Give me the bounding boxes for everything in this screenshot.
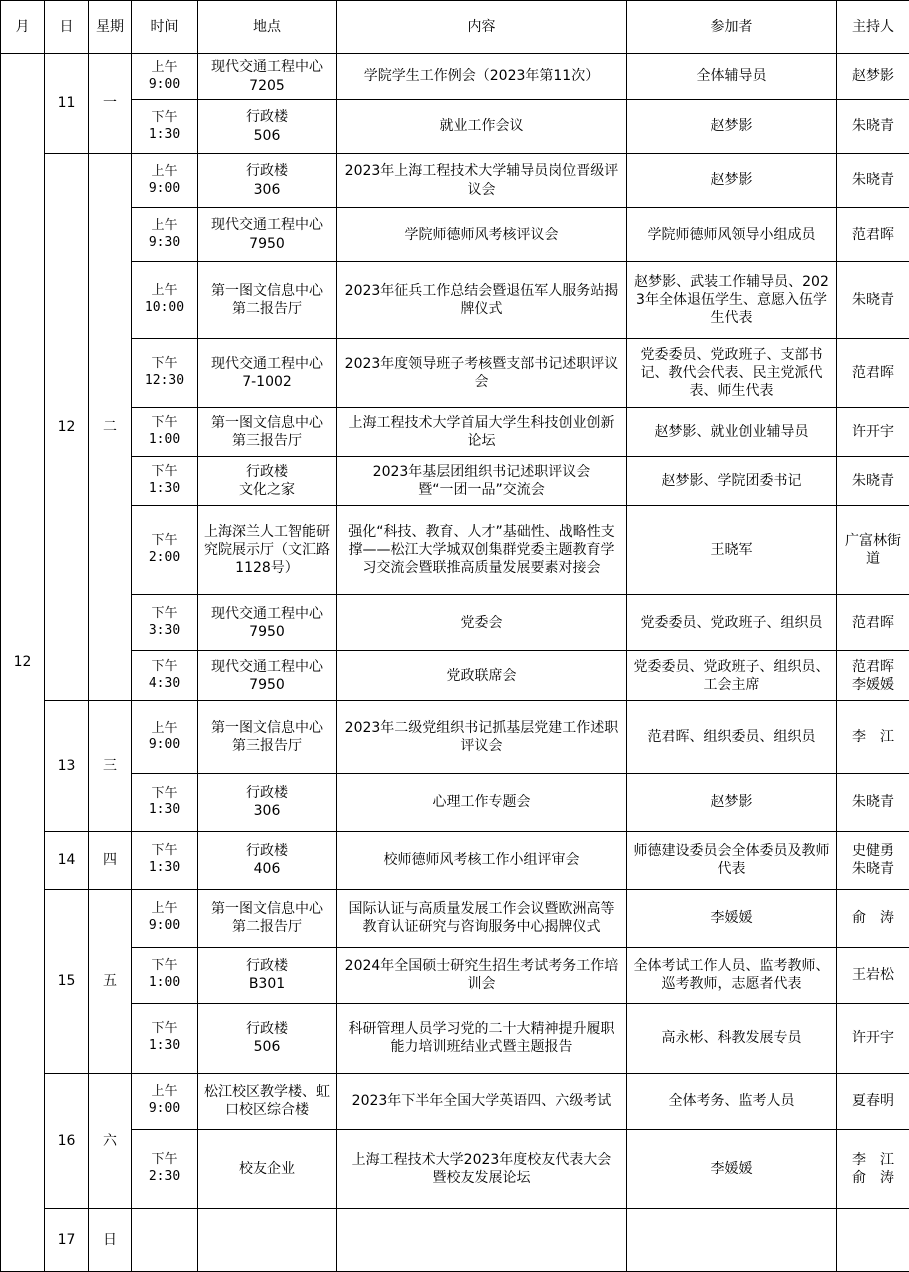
table-row bbox=[1, 208, 909, 262]
event-participants: 赵梦影 bbox=[627, 154, 837, 208]
event-host: 范君晖 李媛媛 bbox=[837, 651, 909, 701]
event-host: 李 江 bbox=[837, 701, 909, 774]
event-time: 下午 2:00 bbox=[132, 506, 198, 595]
event-time: 上午 9:00 bbox=[132, 889, 198, 947]
weekday-cell: 三 bbox=[89, 701, 132, 831]
event-host: 夏春明 bbox=[837, 1073, 909, 1129]
event-content: 校师德师风考核工作小组评审会 bbox=[337, 831, 627, 889]
table-row bbox=[1, 100, 909, 154]
event-host: 广富林街道 bbox=[837, 506, 909, 595]
table-row bbox=[1, 54, 909, 100]
event-location: 行政楼 文化之家 bbox=[198, 457, 337, 506]
event-participants: 赵梦影、学院团委书记 bbox=[627, 457, 837, 506]
event-participants: 赵梦影、武装工作辅导员、2023年全体退伍学生、意愿入伍学生代表 bbox=[627, 262, 837, 339]
table-row bbox=[1, 889, 909, 947]
event-host: 李 江 俞 涛 bbox=[837, 1129, 909, 1208]
event-time: 下午 3:30 bbox=[132, 595, 198, 651]
event-participants: 赵梦影 bbox=[627, 774, 837, 831]
event-time: 下午 1:30 bbox=[132, 774, 198, 831]
table-row bbox=[1, 339, 909, 408]
event-location: 现代交通工程中心 7205 bbox=[198, 54, 337, 100]
month-cell: 12 bbox=[1, 54, 45, 1272]
event-host: 范君晖 bbox=[837, 208, 909, 262]
day-cell: 16 bbox=[45, 1073, 89, 1208]
header-content: 内容 bbox=[337, 1, 627, 54]
event-host: 朱晓青 bbox=[837, 457, 909, 506]
event-content: 国际认证与高质量发展工作会议暨欧洲高等教育认证研究与咨询服务中心揭牌仪式 bbox=[337, 889, 627, 947]
event-host: 范君晖 bbox=[837, 595, 909, 651]
table-row bbox=[1, 701, 909, 774]
header-location: 地点 bbox=[198, 1, 337, 54]
event-content: 2023年度领导班子考核暨支部书记述职评议会 bbox=[337, 339, 627, 408]
event-host: 赵梦影 bbox=[837, 54, 909, 100]
weekday-cell: 五 bbox=[89, 889, 132, 1073]
day-cell: 15 bbox=[45, 889, 89, 1073]
event-participants: 党委委员、党政班子、组织员 bbox=[627, 595, 837, 651]
event-time: 下午 1:30 bbox=[132, 1003, 198, 1073]
event-participants: 李媛媛 bbox=[627, 889, 837, 947]
event-time: 上午 9:30 bbox=[132, 208, 198, 262]
event-host: 许开宇 bbox=[837, 408, 909, 457]
table-row bbox=[1, 947, 909, 1003]
event-content: 2023年下半年全国大学英语四、六级考试 bbox=[337, 1073, 627, 1129]
table-row bbox=[1, 262, 909, 339]
event-location: 行政楼 B301 bbox=[198, 947, 337, 1003]
weekday-cell: 日 bbox=[89, 1208, 132, 1271]
event-location: 第一图文信息中心 第二报告厅 bbox=[198, 889, 337, 947]
event-location: 行政楼 306 bbox=[198, 774, 337, 831]
event-content: 2023年二级党组织书记抓基层党建工作述职评议会 bbox=[337, 701, 627, 774]
event-participants: 学院师德师风领导小组成员 bbox=[627, 208, 837, 262]
event-host: 朱晓青 bbox=[837, 262, 909, 339]
event-content: 2024年全国硕士研究生招生考试考务工作培训会 bbox=[337, 947, 627, 1003]
event-participants: 党委委员、党政班子、支部书记、教代会代表、民主党派代表、师生代表 bbox=[627, 339, 837, 408]
event-time: 下午 4:30 bbox=[132, 651, 198, 701]
weekday-cell: 四 bbox=[89, 831, 132, 889]
event-content: 科研管理人员学习党的二十大精神提升履职能力培训班结业式暨主题报告 bbox=[337, 1003, 627, 1073]
event-time: 上午 9:00 bbox=[132, 154, 198, 208]
event-time: 下午 1:30 bbox=[132, 831, 198, 889]
event-location: 行政楼 506 bbox=[198, 1003, 337, 1073]
event-location: 行政楼 306 bbox=[198, 154, 337, 208]
weekday-cell: 二 bbox=[89, 154, 132, 701]
header-time: 时间 bbox=[132, 1, 198, 54]
event-participants: 全体辅导员 bbox=[627, 54, 837, 100]
event-participants: 高永彬、科教发展专员 bbox=[627, 1003, 837, 1073]
event-host: 范君晖 bbox=[837, 339, 909, 408]
event-time: 上午 9:00 bbox=[132, 1073, 198, 1129]
event-location: 第一图文信息中心 第三报告厅 bbox=[198, 701, 337, 774]
event-location: 第一图文信息中心 第二报告厅 bbox=[198, 262, 337, 339]
event-participants: 全体考务、监考人员 bbox=[627, 1073, 837, 1129]
event-participants bbox=[627, 1208, 837, 1271]
day-cell: 11 bbox=[45, 54, 89, 154]
table-row bbox=[1, 595, 909, 651]
event-location: 松江校区教学楼、虹口校区综合楼 bbox=[198, 1073, 337, 1129]
event-host bbox=[837, 1208, 909, 1271]
schedule-body bbox=[1, 54, 909, 1272]
event-time bbox=[132, 1208, 198, 1271]
event-time: 上午 10:00 bbox=[132, 262, 198, 339]
day-cell: 14 bbox=[45, 831, 89, 889]
event-participants: 党委委员、党政班子、组织员、工会主席 bbox=[627, 651, 837, 701]
event-location: 上海深兰人工智能研究院展示厅（文汇路1128号） bbox=[198, 506, 337, 595]
event-host: 朱晓青 bbox=[837, 154, 909, 208]
event-time: 上午 9:00 bbox=[132, 54, 198, 100]
event-time: 下午 1:30 bbox=[132, 100, 198, 154]
event-participants: 范君晖、组织委员、组织员 bbox=[627, 701, 837, 774]
table-row bbox=[1, 651, 909, 701]
weekday-cell: 一 bbox=[89, 54, 132, 154]
event-content: 学院师德师风考核评议会 bbox=[337, 208, 627, 262]
table-row bbox=[1, 506, 909, 595]
event-content: 上海工程技术大学2023年度校友代表大会 暨校友发展论坛 bbox=[337, 1129, 627, 1208]
event-host: 朱晓青 bbox=[837, 774, 909, 831]
event-content: 学院学生工作例会（2023年第11次） bbox=[337, 54, 627, 100]
weekday-cell: 六 bbox=[89, 1073, 132, 1208]
event-time: 上午 9:00 bbox=[132, 701, 198, 774]
event-content: 党政联席会 bbox=[337, 651, 627, 701]
event-content: 2023年征兵工作总结会暨退伍军人服务站揭牌仪式 bbox=[337, 262, 627, 339]
header-participants: 参加者 bbox=[627, 1, 837, 54]
event-content: 2023年基层团组织书记述职评议会 暨“一团一品”交流会 bbox=[337, 457, 627, 506]
header-row bbox=[1, 1, 909, 54]
header-weekday: 星期 bbox=[89, 1, 132, 54]
header-month: 月 bbox=[1, 1, 45, 54]
event-content: 就业工作会议 bbox=[337, 100, 627, 154]
table-row bbox=[1, 457, 909, 506]
event-host: 史健勇 朱晓青 bbox=[837, 831, 909, 889]
event-host: 王岩松 bbox=[837, 947, 909, 1003]
event-participants: 全体考试工作人员、监考教师、巡考教师，志愿者代表 bbox=[627, 947, 837, 1003]
event-content: 强化“科技、教育、人才”基础性、战略性支撑——松江大学城双创集群党委主题教育学习交流会暨联推高质量发展要素对接会 bbox=[337, 506, 627, 595]
table-row bbox=[1, 1129, 909, 1208]
table-row bbox=[1, 408, 909, 457]
table-row bbox=[1, 1073, 909, 1129]
event-location: 行政楼 406 bbox=[198, 831, 337, 889]
event-content: 上海工程技术大学首届大学生科技创业创新论坛 bbox=[337, 408, 627, 457]
event-location: 行政楼 506 bbox=[198, 100, 337, 154]
event-host: 许开宇 bbox=[837, 1003, 909, 1073]
event-participants: 赵梦影、就业创业辅导员 bbox=[627, 408, 837, 457]
table-row bbox=[1, 831, 909, 889]
day-cell: 13 bbox=[45, 701, 89, 831]
event-participants: 王晓军 bbox=[627, 506, 837, 595]
event-content: 2023年上海工程技术大学辅导员岗位晋级评议会 bbox=[337, 154, 627, 208]
event-content bbox=[337, 1208, 627, 1271]
event-time: 下午 1:00 bbox=[132, 408, 198, 457]
event-content: 心理工作专题会 bbox=[337, 774, 627, 831]
event-location: 校友企业 bbox=[198, 1129, 337, 1208]
event-location bbox=[198, 1208, 337, 1271]
event-participants: 师德建设委员会全体委员及教师代表 bbox=[627, 831, 837, 889]
event-location: 现代交通工程中心 7950 bbox=[198, 208, 337, 262]
event-time: 下午 1:00 bbox=[132, 947, 198, 1003]
event-host: 俞 涛 bbox=[837, 889, 909, 947]
header-host: 主持人 bbox=[837, 1, 909, 54]
event-participants: 李媛媛 bbox=[627, 1129, 837, 1208]
event-time: 下午 12:30 bbox=[132, 339, 198, 408]
event-location: 现代交通工程中心 7950 bbox=[198, 595, 337, 651]
event-host: 朱晓青 bbox=[837, 100, 909, 154]
header-day: 日 bbox=[45, 1, 89, 54]
event-content: 党委会 bbox=[337, 595, 627, 651]
event-location: 第一图文信息中心 第三报告厅 bbox=[198, 408, 337, 457]
event-location: 现代交通工程中心 7950 bbox=[198, 651, 337, 701]
table-row bbox=[1, 1208, 909, 1271]
day-cell: 12 bbox=[45, 154, 89, 701]
event-participants: 赵梦影 bbox=[627, 100, 837, 154]
event-location: 现代交通工程中心 7-1002 bbox=[198, 339, 337, 408]
event-time: 下午 2:30 bbox=[132, 1129, 198, 1208]
table-row bbox=[1, 154, 909, 208]
table-row bbox=[1, 1003, 909, 1073]
table-row bbox=[1, 774, 909, 831]
event-time: 下午 1:30 bbox=[132, 457, 198, 506]
day-cell: 17 bbox=[45, 1208, 89, 1271]
